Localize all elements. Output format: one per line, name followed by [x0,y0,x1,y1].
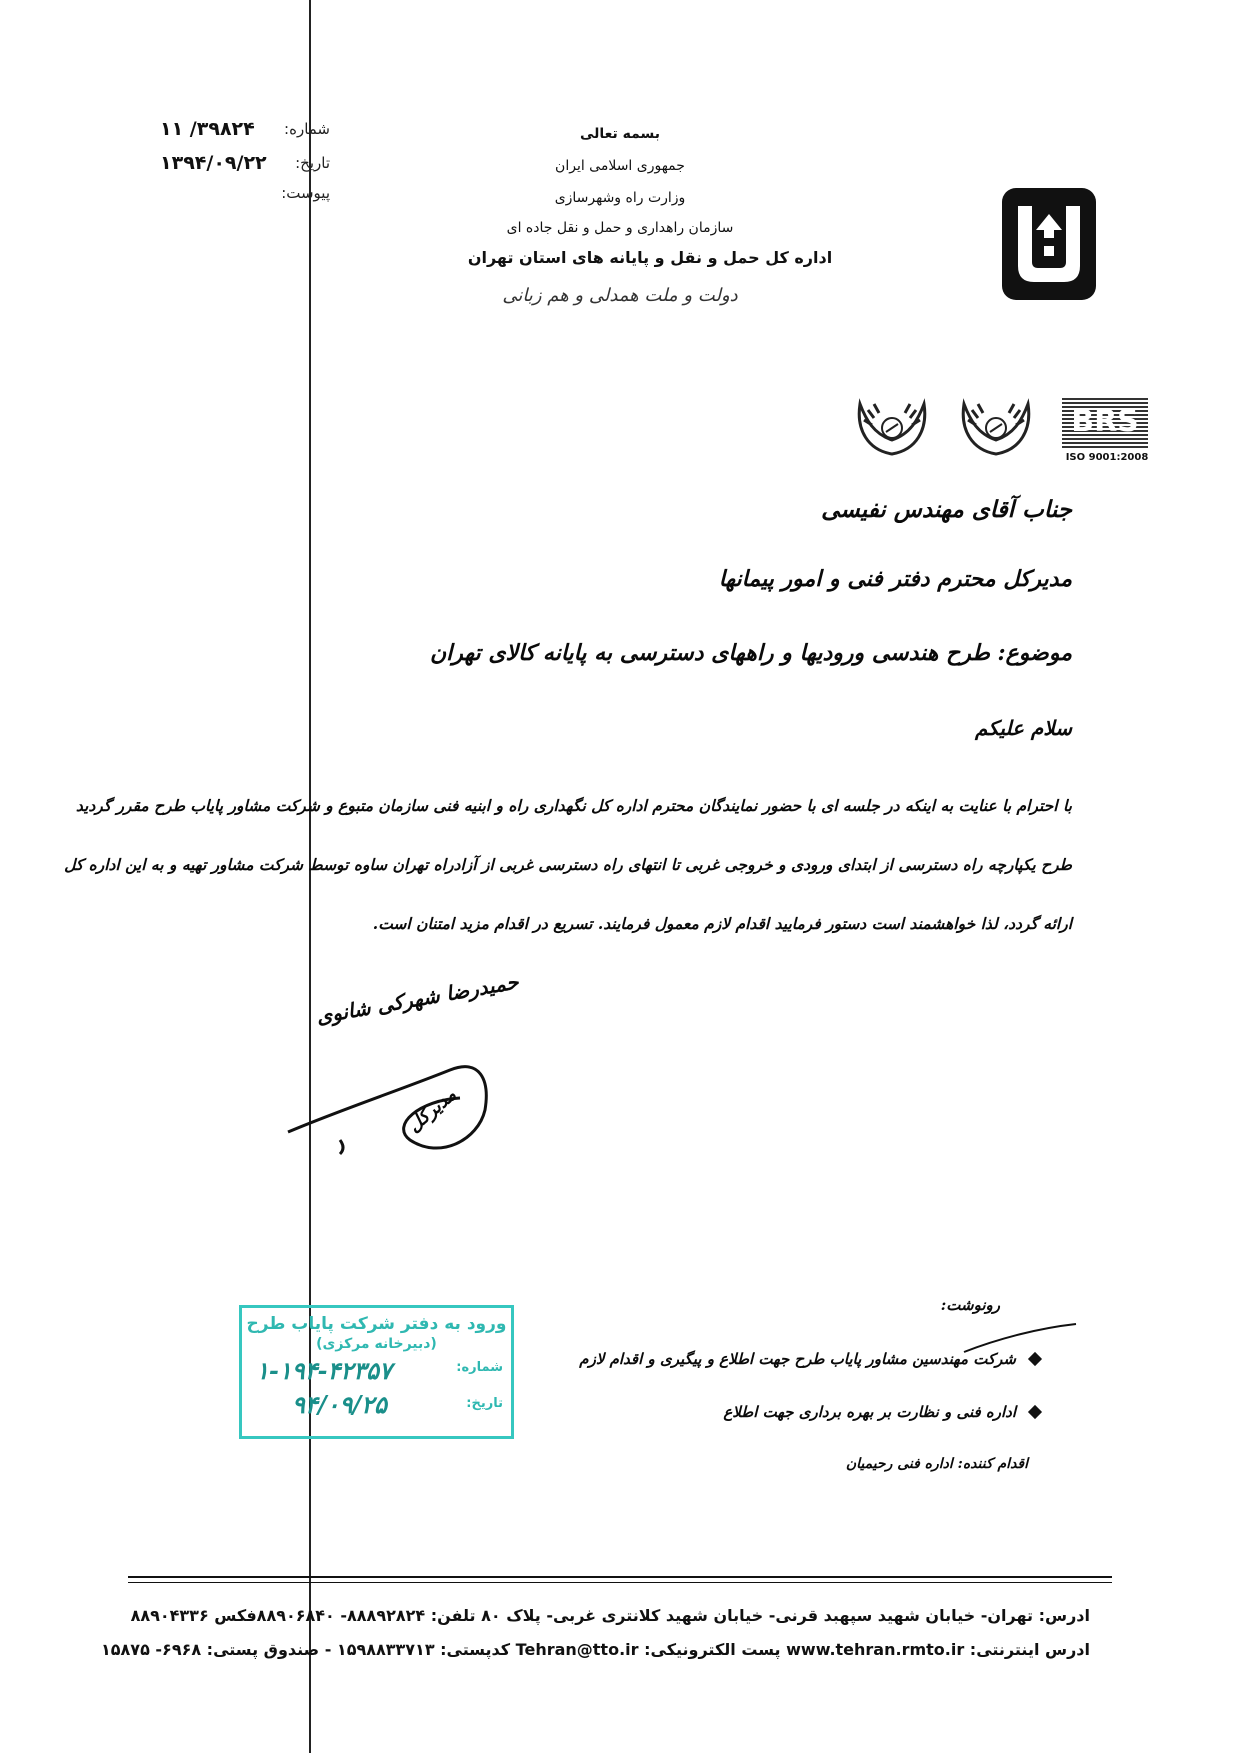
footer-rule-bottom [128,1582,1112,1583]
stamp-subtitle: (دبیرخانه مرکزی) [316,1336,437,1352]
received-stamp [239,1305,514,1439]
stamp-number-label: شماره: [456,1360,503,1375]
footer-rule-top [128,1576,1112,1578]
date-value: ۱۳۹۴/۰۹/۲۲ [160,152,267,174]
signature [280,969,521,1170]
letter-meta [150,118,330,210]
body-line: طرح یکپارچه راه دسترسی از ابتدای ورودی و خروجی غربی تا انتهای راه دسترسی غربی از آزادراه تهران ساوه توسط شرکت مشاور تهیه و به این اداره کل [64,855,1072,874]
number-label: شماره: [284,120,330,138]
bullet-icon [1028,1352,1042,1366]
organization-name: سازمان راهداری و حمل و نقل جاده ای [506,220,734,236]
subject-line: موضوع: طرح هندسی ورودیها و راههای دسترسی به پایانه کالای تهران [430,640,1072,666]
copy-item [579,1350,1040,1368]
stamp-number-value: ۱-۱۹۴-۴۲۳۵۷ [256,1356,392,1385]
footer-internet: ادرس اینترنتی: www.tehran.rmto.ir پست الکترونیکی: Tehran@tto.ir کدپستی: ۱۵۹۸۸۳۳۷۱۳ - صندوق پستی: ۶۹۶۸- ۱۵۸۷۵ [101,1640,1090,1659]
signer-name: حمیدرضا شهرکی شانوی [314,969,521,1029]
stamp-date-label: تاریخ: [466,1396,503,1411]
copies-label: رونوشت: [940,1296,1000,1314]
footer-address: ادرس: تهران- خیابان شهید سپهبد قرنی- خیابان شهید کلانتری غربی- پلاک ۸۰ تلفن: ۸۸۸۹۲۸۲۴- ۸۸۹۰۶۸۴۰فکس ۸۸۹۰۴۳۳۶ [130,1606,1090,1625]
ministry-name: وزارت راه وشهرسازی [554,190,686,206]
copy-item-text: شرکت مهندسین مشاور پایاب طرح جهت اطلاع و پیگیری و اقدام لازم [579,1350,1016,1368]
copy-item [723,1403,1040,1421]
brs-logo: BRS [1062,396,1148,448]
country-name: جمهوری اسلامی ایران [555,158,685,174]
slogan: دولت و ملت همدلی و هم زبانی [502,285,738,306]
number-value: ۱۱ /۳۹۸۲۴ [160,118,255,140]
organization-logo [1000,186,1098,302]
body-line: ارائه گردد، لذا خواهشمند است دستور فرمایید اقدام لازم معمول فرمایند. تسریع در اقدام مزید امتنان است. [372,914,1072,933]
body-line: با احترام با عنایت به اینکه در جلسه ای با حضور نمایندگان محترم اداره کل نگهداری راه و ابنیه فنی سازمان متبوع و شرکت مشاور پایاب طرح مقرر گردید [75,796,1072,815]
stamp-date-value: ۹۴/۰۹/۲۵ [292,1390,387,1419]
copy-item-text: اداره فنی و نظارت بر بهره برداری جهت اطلاع [723,1403,1016,1421]
attachment-label: پیوست: [281,184,330,202]
department-name: اداره کل حمل و نقل و پایانه های استان تهران [467,248,833,267]
wreath-emblem-icon [848,390,936,462]
basmala: بسمه تعالی [579,126,661,142]
stamp-title: ورود به دفتر شرکت پایاب طرح [246,1314,507,1334]
recipient-title: مدیرکل محترم دفتر فنی و امور پیمانها [718,566,1072,592]
action-by: اقدام کننده: اداره فنی رحیمیان [845,1456,1028,1472]
letterhead [420,126,833,306]
date-label: تاریخ: [295,154,330,172]
signature-stroke [280,1020,520,1170]
letter-body [64,776,1072,953]
greeting: سلام علیکم [975,716,1072,740]
certification-logos [848,390,1160,472]
wreath-emblem-icon [952,390,1040,462]
iso-label: ISO 9001:2008 [1065,452,1149,463]
recipient: جناب آقای مهندس نفیسی [821,496,1072,523]
bullet-icon [1028,1405,1042,1419]
signer-title: مدیرکل [403,1084,461,1137]
